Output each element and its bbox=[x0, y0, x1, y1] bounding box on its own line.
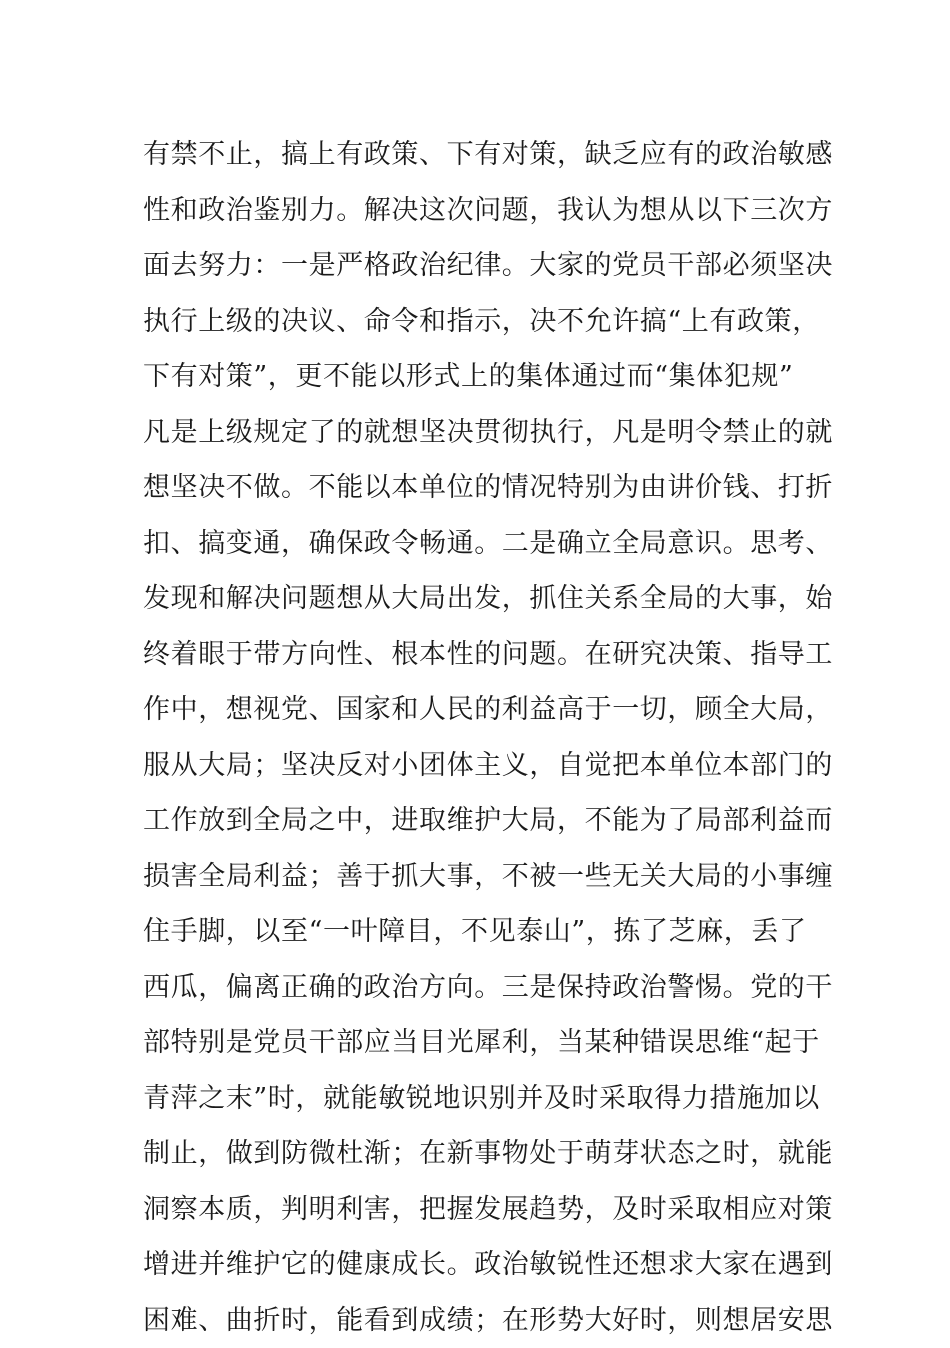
text-line: 面去努力：一是严格政治纪律。大家的党员干部必须坚决 bbox=[143, 238, 823, 294]
text-line: 执行上级的决议、命令和指示，决不允许搞“上有政策， bbox=[143, 294, 823, 350]
text-line: 服从大局；坚决反对小团体主义，自觉把本单位本部门的 bbox=[143, 738, 823, 794]
text-line: 发现和解决问题想从大局出发，抓住关系全局的大事，始 bbox=[143, 571, 823, 627]
text-line: 凡是上级规定了的就想坚决贯彻执行，凡是明令禁止的就 bbox=[143, 405, 823, 461]
body-text bbox=[143, 127, 823, 1348]
text-line: 作中，想视党、国家和人民的利益高于一切，顾全大局， bbox=[143, 682, 823, 738]
text-line: 有禁不止，搞上有政策、下有对策，缺乏应有的政治敏感 bbox=[143, 127, 823, 183]
text-line: 西瓜，偏离正确的政治方向。三是保持政治警惕。党的干 bbox=[143, 960, 823, 1016]
text-line: 扣、搞变通，确保政令畅通。二是确立全局意识。思考、 bbox=[143, 516, 823, 572]
text-line: 青萍之末”时，就能敏锐地识别并及时采取得力措施加以 bbox=[143, 1071, 823, 1127]
text-line: 下有对策”，更不能以形式上的集体通过而“集体犯规” bbox=[143, 349, 823, 405]
text-line: 想坚决不做。不能以本单位的情况特别为由讲价钱、打折 bbox=[143, 460, 823, 516]
text-line: 工作放到全局之中，进取维护大局，不能为了局部利益而 bbox=[143, 793, 823, 849]
text-line: 困难、曲折时，能看到成绩；在形势大好时，则想居安思 bbox=[143, 1293, 823, 1348]
text-line: 性和政治鉴别力。解决这次问题，我认为想从以下三次方 bbox=[143, 183, 823, 239]
text-line: 增进并维护它的健康成长。政治敏锐性还想求大家在遇到 bbox=[143, 1237, 823, 1293]
text-line: 住手脚，以至“一叶障目，不见泰山”，拣了芝麻，丢了 bbox=[143, 904, 823, 960]
text-line: 损害全局利益；善于抓大事，不被一些无关大局的小事缠 bbox=[143, 849, 823, 905]
text-line: 部特别是党员干部应当目光犀利，当某种错误思维“起于 bbox=[143, 1015, 823, 1071]
text-line: 制止，做到防微杜渐；在新事物处于萌芽状态之时，就能 bbox=[143, 1126, 823, 1182]
text-line: 洞察本质，判明利害，把握发展趋势，及时采取相应对策 bbox=[143, 1182, 823, 1238]
text-line: 终着眼于带方向性、根本性的问题。在研究决策、指导工 bbox=[143, 627, 823, 683]
